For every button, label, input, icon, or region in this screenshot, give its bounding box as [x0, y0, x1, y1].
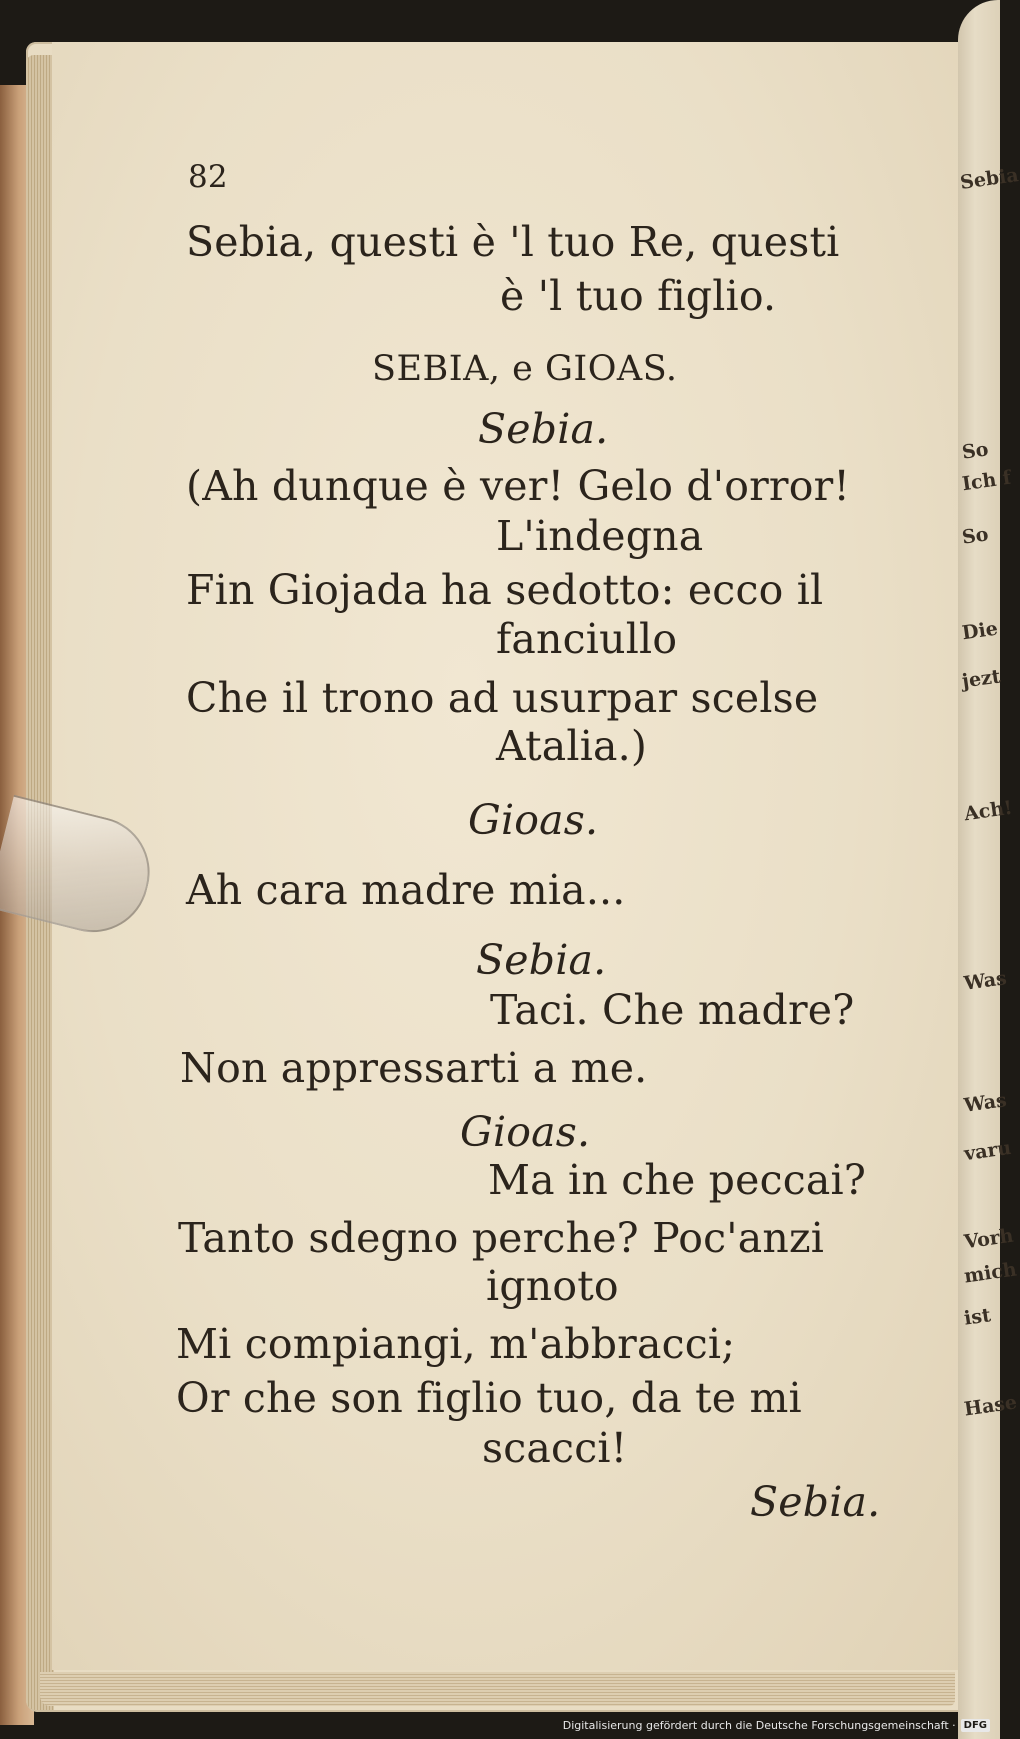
page-stack-bottom	[40, 1672, 955, 1706]
verse-line: Mi compiangi, m'abbracci;	[176, 1320, 736, 1368]
verse-line: Sebia, questi è 'l tuo Re, questi	[186, 218, 840, 266]
verse-line: è 'l tuo figlio.	[500, 272, 777, 320]
facing-page-fragment: Die	[960, 617, 1000, 645]
facing-page-fragment: So	[960, 523, 990, 549]
verse-line: Fin Giojada ha sedotto: ecco il	[186, 566, 824, 614]
verse-line: Tanto sdegno perche? Poc'anzi	[178, 1214, 825, 1262]
verse-line: Or che son figlio tuo, da te mi	[176, 1374, 802, 1422]
speaker-name: Sebia.	[478, 405, 609, 453]
speaker-name: Gioas.	[468, 796, 599, 844]
verse-line: (Ah dunque è ver! Gelo d'orror!	[186, 462, 851, 510]
speaker-name: Gioas.	[460, 1108, 591, 1156]
verse-line: L'indegna	[496, 512, 704, 560]
verse-line: scacci!	[482, 1424, 628, 1472]
verse-line: Non appressarti a me.	[180, 1044, 648, 1092]
dfg-logo: DFG	[961, 1719, 990, 1732]
verse-line: Che il trono ad usurpar scelse	[186, 674, 819, 722]
verse-line: Taci. Che madre?	[490, 986, 855, 1034]
facing-page-fragment: Ach!	[962, 796, 1014, 826]
facing-page-fragment: Sebia	[958, 164, 1020, 194]
credit-text: Digitalisierung gefördert durch die Deutsche Forschungsgemeinschaft ·	[562, 1718, 956, 1732]
facing-page-fragment: Was	[962, 967, 1009, 995]
page-number: 82	[188, 159, 228, 195]
facing-page-fragment: Was	[962, 1089, 1009, 1117]
digitization-credit	[563, 1714, 990, 1736]
facing-page-fragment: jezt	[960, 665, 1002, 693]
verse-line: ignoto	[486, 1262, 619, 1310]
verse-line: Ah cara madre mia...	[186, 866, 626, 914]
catchword: Sebia.	[750, 1478, 881, 1526]
facing-page-fragment: varu	[962, 1136, 1013, 1166]
facing-page-fragment: ist	[962, 1304, 993, 1330]
facing-page-fragment: mich	[962, 1258, 1018, 1288]
scene-heading: SEBIA, e GIOAS.	[372, 349, 678, 389]
verse-line: Atalia.)	[496, 722, 648, 770]
speaker-name: Sebia.	[476, 936, 607, 984]
verse-line: fanciullo	[496, 615, 678, 663]
facing-page-fragment: Vorh	[962, 1224, 1015, 1254]
facing-page-fragment: Hase	[962, 1391, 1019, 1421]
facing-page-fragment: Ich f	[960, 466, 1013, 496]
verse-line: Ma in che peccai?	[488, 1156, 867, 1204]
facing-page-edge	[958, 0, 1000, 1739]
facing-page-fragment: So	[960, 438, 990, 464]
